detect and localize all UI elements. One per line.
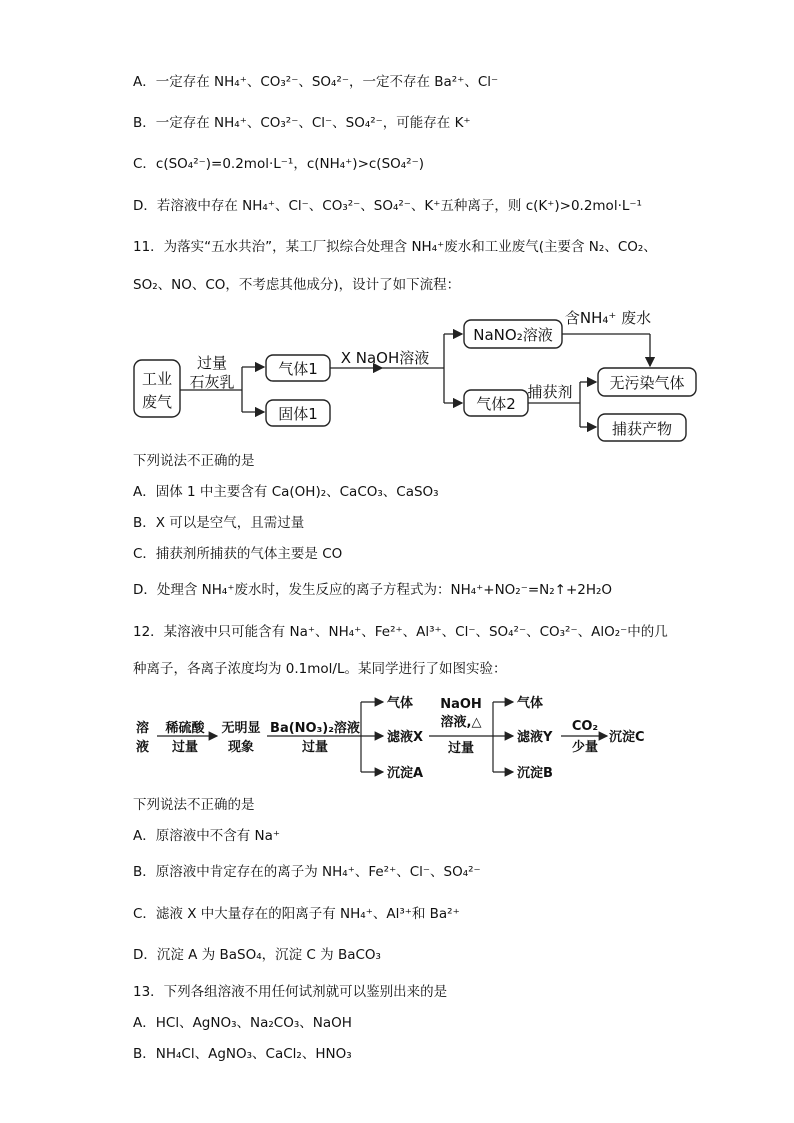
captured-product-label: 捕获产物 <box>611 420 673 438</box>
precip-c-label: 沉淀C <box>609 730 645 745</box>
capture-agent-label: 捕获剂 <box>527 383 573 401</box>
gas-a-label: 气体 <box>387 696 414 711</box>
q12-stem-line1: 12．某溶液中只可能含有 Na⁺、NH₄⁺、Fe²⁺、Al³⁺、Cl⁻、SO₄²⁻、CO₃²⁻、AlO₂⁻中的几 <box>133 624 668 640</box>
q12-flow-diagram <box>133 690 663 785</box>
q11-option-d: D．处理含 NH₄⁺废水时，发生反应的离子方程式为：NH₄⁺+NO₂⁻=N₂↑+2H₂O <box>133 582 613 598</box>
step1-reagent-bottom: 石灰乳 <box>189 373 235 391</box>
nano2-label: NaNO₂溶液 <box>473 326 553 344</box>
step4-bottom: 少量 <box>571 740 599 755</box>
q12-option-d: D．沉淀 A 为 BaSO₄，沉淀 C 为 BaCO₃ <box>133 947 381 963</box>
q13-option-a: A．HCl、AgNO₃、Na₂CO₃、NaOH <box>133 1015 352 1031</box>
step1-reagent-top: 过量 <box>196 354 228 372</box>
filtrate-x-label: 滤液X <box>387 730 424 745</box>
q12-option-b: B．原溶液中肯定存在的离子为 NH₄⁺、Fe²⁺、Cl⁻、SO₄²⁻ <box>133 864 481 880</box>
solution-label-1: 溶 <box>136 721 150 736</box>
q11-option-b: B．X 可以是空气，且需过量 <box>133 515 305 531</box>
solution-label-2: 液 <box>136 740 150 755</box>
q10-option-c: C．c(SO₄²⁻)=0.2mol·L⁻¹，c(NH₄⁺)>c(SO₄²⁻) <box>133 156 424 172</box>
step3-top2: 溶液,△ <box>440 715 482 730</box>
clean-gas-label: 无污染气体 <box>609 374 685 392</box>
no-change-2: 现象 <box>227 740 255 755</box>
q12-question: 下列说法不正确的是 <box>133 797 255 813</box>
q10-option-a: A．一定存在 NH₄⁺、CO₃²⁻、SO₄²⁻，一定不存在 Ba²⁺、Cl⁻ <box>133 74 499 90</box>
q11-flow-diagram <box>130 303 710 448</box>
step2-top: Ba(NO₃)₂溶液 <box>270 721 360 736</box>
q10-option-d: D．若溶液中存在 NH₄⁺、Cl⁻、CO₃²⁻、SO₄²⁻、K⁺五种离子，则 c(K⁺)>0.2mol·L⁻¹ <box>133 198 642 214</box>
exhaust-gas-label-2: 废气 <box>141 393 173 411</box>
step1-top: 稀硫酸 <box>165 721 205 736</box>
gas1-label: 气体1 <box>278 360 318 378</box>
q11-stem-line2: SO₂、NO、CO，不考虑其他成分)，设计了如下流程： <box>133 277 461 293</box>
no-change-1: 无明显 <box>221 721 261 736</box>
q13-stem: 13．下列各组溶液不用任何试剂就可以鉴别出来的是 <box>133 984 448 1000</box>
exhaust-gas-label-1: 工业 <box>141 370 173 388</box>
step1-bottom: 过量 <box>171 740 199 755</box>
step2-reagent: X NaOH溶液 <box>340 349 430 367</box>
precip-a-label: 沉淀A <box>387 766 424 781</box>
filtrate-y-label: 滤液Y <box>517 730 553 745</box>
q11-option-c: C．捕获剂所捕获的气体主要是 CO <box>133 546 343 562</box>
wastewater-label: 含NH₄⁺ 废水 <box>564 309 652 327</box>
q10-option-b: B．一定存在 NH₄⁺、CO₃²⁻、Cl⁻、SO₄²⁻，可能存在 K⁺ <box>133 115 471 131</box>
q12-stem-line2: 种离子，各离子浓度均为 0.1mol/L。某同学进行了如图实验： <box>133 661 507 677</box>
solid1-label: 固体1 <box>278 405 318 423</box>
step3-top1: NaOH <box>440 697 482 712</box>
q13-option-b: B．NH₄Cl、AgNO₃、CaCl₂、HNO₃ <box>133 1046 352 1062</box>
q11-option-a: A．固体 1 中主要含有 Ca(OH)₂、CaCO₃、CaSO₃ <box>133 484 439 500</box>
step4-top: CO₂ <box>571 719 599 734</box>
precip-b-label: 沉淀B <box>517 766 553 781</box>
q12-option-a: A．原溶液中不含有 Na⁺ <box>133 828 281 844</box>
q11-stem-line1: 11．为落实“五水共治”，某工厂拟综合处理含 NH₄⁺废水和工业废气(主要含 N₂、CO₂、 <box>133 239 657 255</box>
q11-question: 下列说法不正确的是 <box>133 453 255 469</box>
step2-bottom: 过量 <box>301 740 329 755</box>
step3-bottom: 过量 <box>447 741 475 756</box>
gas2-label: 气体2 <box>476 395 516 413</box>
gas-b-label: 气体 <box>517 696 544 711</box>
q12-option-c: C．滤液 X 中大量存在的阳离子有 NH₄⁺、Al³⁺和 Ba²⁺ <box>133 906 460 922</box>
